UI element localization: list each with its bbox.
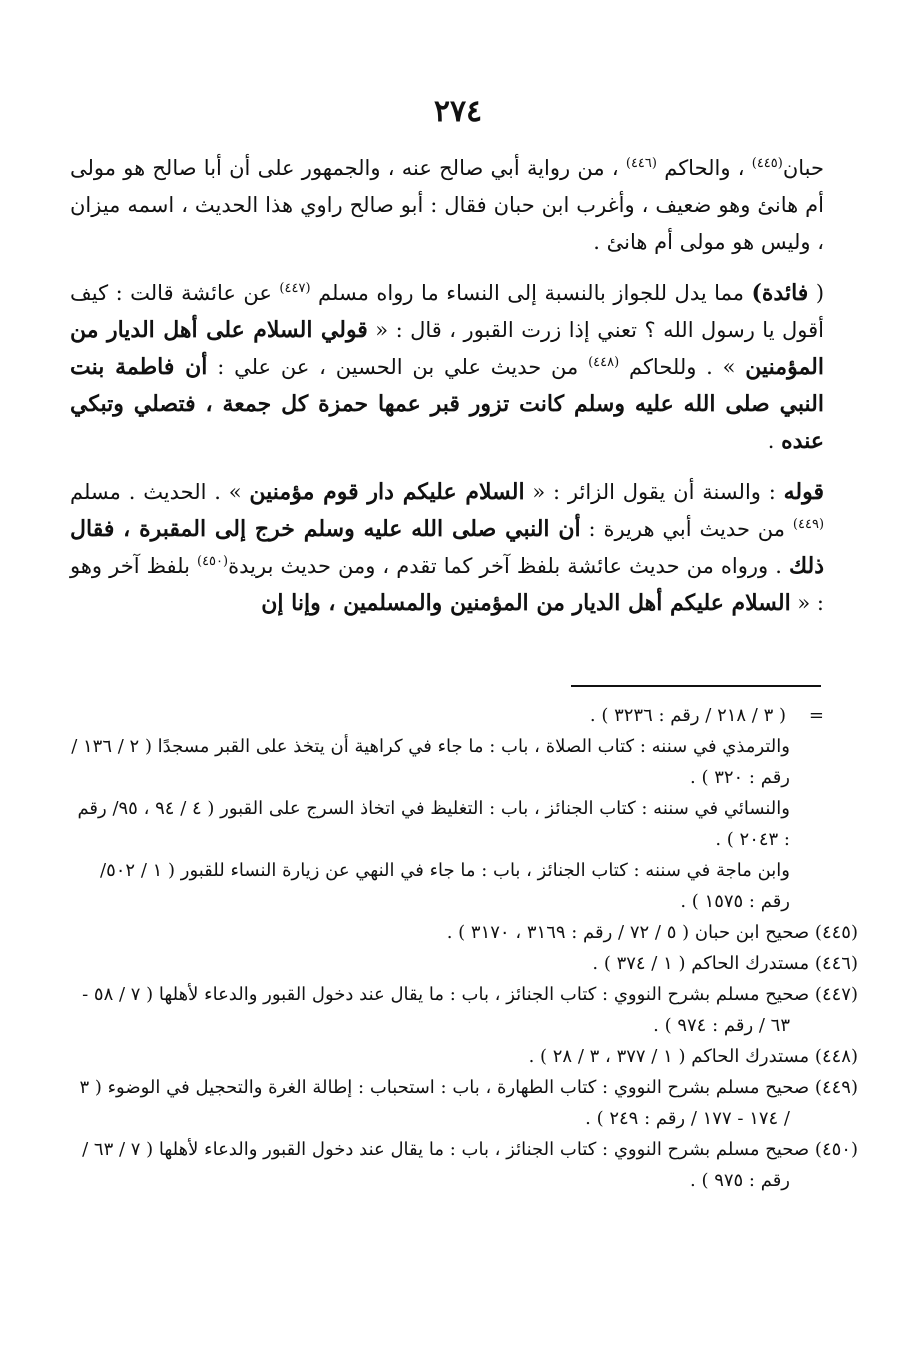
text: . <box>767 429 782 453</box>
text: بلفظ آخر وهو : « <box>70 554 824 615</box>
bold-text: أن النبي صلى الله عليه وسلم خرج إلى المقبرة ، فقال ذلك <box>70 516 824 579</box>
footnote-text: صحيح مسلم بشرح النووي : كتاب الجنائز ، باب : ما يقال عند دخول القبور والدعاء لأهلها ( ٧ / ٦٣ / رقم : ٩٧٥ ) . <box>82 1139 815 1191</box>
footnote-number: (٤٤٩) <box>814 1077 858 1098</box>
footnote-text: صحيح مسلم بشرح النووي : كتاب الطهارة ، باب : استحباب : إطالة الغرة والتحجيل في الوضوء ( ٣ / ١٧٤ - ١٧٧ / رقم : ٢٤٩ ) . <box>79 1077 815 1129</box>
footnote-ibn-majah: وابن ماجة في سننه : كتاب الجنائز ، باب : ما جاء في النهي عن زيارة النساء للقبور ( ١ / ٥٠٢/ رقم : ١٥٧٥ ) . <box>100 860 790 912</box>
footnotes <box>70 700 858 1196</box>
text: ، من رواية أبي صالح عنه ، والجمهور على أن أبا صالح هو مولى أم هانئ وهو ضعيف ، وأغرب ابن حبان فقال : أبو صالح راوي هذا الحديث ، اسمه ميزان ، وليس هو مولى أم هانئ . <box>70 156 824 254</box>
footnote-ref-446: (٤٤٦) <box>625 156 657 171</box>
footnote-text: صحيح مسلم بشرح النووي : كتاب الجنائز ، باب : ما يقال عند دخول القبور والدعاء لأهلها ( ٧ / ٥٨ - ٦٣ / رقم : ٩٧٤ ) . <box>82 984 815 1036</box>
footnote-text: صحيح ابن حبان ( ٥ / ٧٢ / رقم : ٣١٦٩ ، ٣١٧٠ ) . <box>446 922 815 943</box>
footnote-continuation <box>70 700 824 731</box>
text: » . وللحاكم <box>619 355 746 379</box>
footnote-445 <box>70 917 858 948</box>
text: ، والحاكم <box>656 156 752 180</box>
footnote-number: (٤٤٧) <box>814 984 858 1005</box>
footnote-ref-447: (٤٤٧) <box>279 281 311 296</box>
footnote-text: مستدرك الحاكم ( ١ / ٣٧٤ ) . <box>592 953 815 974</box>
text: . ورواه من حديث عائشة بلفظ آخر كما تقدم ، ومن حديث بريدة <box>228 554 789 578</box>
bold-text: أن فاطمة بنت النبي صلى الله عليه وسلم كانت تزور قبر عمها حمزة كل جمعة ، فتصلي وتبكي عنده <box>70 354 824 454</box>
footnote-446 <box>70 948 858 979</box>
text: عن عائشة قالت : كيف أقول يا رسول الله ؟ تعني إذا زرت القبور ، قال : « <box>70 281 824 342</box>
footnote-text: ( ٣ / ٢١٨ / رقم : ٣٢٣٦ ) . <box>589 705 787 726</box>
footnote-number: (٤٥٠) <box>814 1139 858 1160</box>
paragraph-3 <box>70 474 824 622</box>
bold-text: السلام عليكم أهل الديار من المؤمنين والمسلمين ، وإنا إن <box>261 590 791 616</box>
footnote-ref-448: (٤٤٨) <box>588 355 620 370</box>
footnote-text: مستدرك الحاكم ( ١ / ٣٧٧ ، ٣ / ٢٨ ) . <box>528 1046 815 1067</box>
footnote-447 <box>70 979 858 1041</box>
text: : والسنة أن يقول الزائر : « <box>524 480 784 504</box>
footnote-tirmidhi: والترمذي في سننه : كتاب الصلاة ، باب : ما جاء في كراهية أن يتخذ على القبر مسجدًا ( ٢ / ١٣٦ / رقم : ٣٢٠ ) . <box>71 736 790 788</box>
text: » . الحديث . مسلم <box>70 480 250 504</box>
bold-text: قوله <box>783 479 824 505</box>
footnote-divider <box>571 685 821 687</box>
footnote-ref-449: (٤٤٩) <box>792 517 825 532</box>
text: من حديث أبي هريرة : <box>580 517 793 541</box>
bold-text: قولي السلام على أهل الديار من المؤمنين <box>70 317 824 380</box>
footnote-number: (٤٤٨) <box>814 1046 858 1067</box>
footnote-ref-450: (٤٥٠) <box>197 554 229 569</box>
text: حبان <box>782 156 824 180</box>
footnote-449 <box>70 1072 858 1134</box>
paragraph-1 <box>70 150 824 261</box>
footnote-448 <box>70 1041 858 1072</box>
text: من حديث علي بن الحسين ، عن علي : <box>207 355 589 379</box>
page-number: ٢٧٤ <box>433 94 483 129</box>
continuation-marker: = <box>808 705 824 726</box>
footnote-ref-445: (٤٤٥) <box>751 156 783 171</box>
main-text <box>70 150 824 622</box>
bold-text: السلام عليكم دار قوم مؤمنين <box>249 479 525 505</box>
paragraph-2 <box>70 275 824 460</box>
footnote-number: (٤٤٥) <box>814 922 858 943</box>
footnote-450 <box>70 1134 858 1196</box>
footnote-nasai: والنسائي في سننه : كتاب الجنائز ، باب : التغليظ في اتخاذ السرج على القبور ( ٤ / ٩٤ ، ٩٥/ رقم : ٢٠٤٣ ) . <box>77 798 790 850</box>
text: مما يدل للجواز بالنسبة إلى النساء ما رواه مسلم <box>310 281 752 305</box>
bold-text: فائدة) <box>751 280 809 306</box>
text: ( <box>808 281 825 305</box>
footnote-number: (٤٤٦) <box>814 953 858 974</box>
